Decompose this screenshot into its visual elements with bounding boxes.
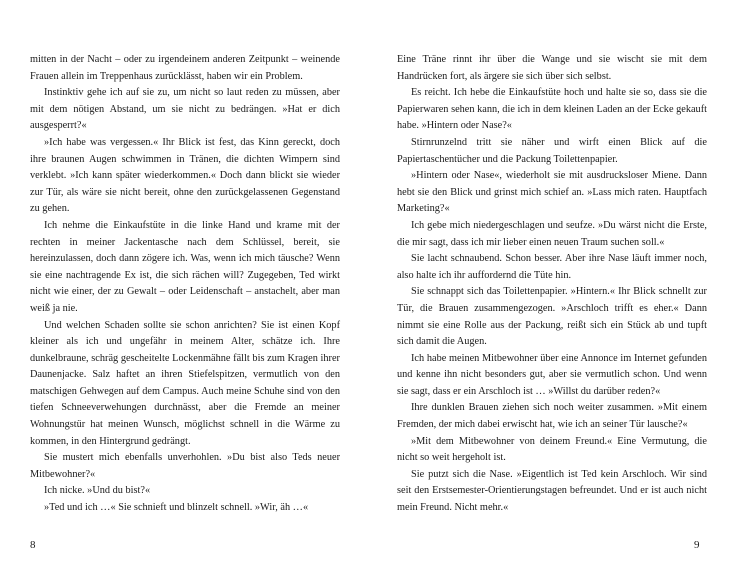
paragraph: Sie putzt sich die Nase. »Eigentlich ist Ted kein Arschloch. Wir sind seit den Erstsemester-Orientierungstagen befreundet. Und er ist auch nicht mein Freund. Nicht mehr.« (397, 468, 707, 514)
page-number-right: 9 (694, 539, 700, 551)
paragraph: Ich habe meinen Mitbewohner über eine Annonce im Internet gefunden und kenne ihn nicht besonders gut, aber sie vermutlich schon. Und wenn sie sagt, dass er ein Arschloch ist … »Willst du darüber reden?« (397, 352, 707, 397)
paragraph: Und welchen Schaden sollte sie schon anrichten? Sie ist einen Kopf kleiner als ich und ungefähr in meinem Alter, schätze ich. Ihre dunkelbraune, schräg gescheitelte Lockenmähne fällt bis zum Kragen ihrer Daunenjacke. Salz haftet an ihren Stiefelspitzen, vermutlich von den matschigen Gehwegen auf dem Campus. Auch meine Schuhe sind von den tiefen Schneeverwehungen durchnässt, aber die Fremde an meiner Wohnungstür hat meinen Wunsch, möglichst schnell in die Wärme zu kommen, in den Hintergrund gedrängt. (30, 319, 340, 447)
paragraph: mitten in der Nacht – oder zu irgendeinem anderen Zeitpunkt – weinende Frauen allein im Treppenhaus zurücklässt, haben wir ein Problem. (30, 54, 340, 82)
paragraph: Es reicht. Ich hebe die Einkaufstüte hoch und halte sie so, dass sie die Papierwaren sehen kann, die ich in dem kleinen Laden an der Ecke gekauft habe. »Hintern oder Nase?« (397, 87, 707, 132)
page-number-left: 8 (30, 539, 36, 551)
paragraph: Sie schnappt sich das Toilettenpapier. »Hintern.« Ihr Blick schnellt zur Tür, die Brauen zusammengezogen. »Arschloch trifft es eher.« Dann nimmt sie eine Rolle aus der Packung, reißt sich ein Stück ab und tupft sich damit die Augen. (397, 286, 707, 348)
paragraph: Ich nicke. »Und du bist?« (44, 485, 151, 497)
paragraph: Ich nehme die Einkaufstüte in die linke Hand und krame mit der rechten in meiner Jackentasche nach dem Schlüssel, bereit, sie hereinzulassen, doch dann zögere ich. Was, wenn ich mich täusche? Wenn sie eine nachtragende Ex ist, die sich rächen will? Zugegeben, Ted wirkt nicht wie einer, der zu Gewalt – oder Leidenschaft – anstachelt, aber man weiß ja nie. (30, 219, 340, 314)
paragraph: Stirnrunzelnd tritt sie näher und wirft einen Blick auf die Papiertaschentücher und die Packung Toilettenpapier. (397, 136, 707, 165)
paragraph: »Hintern oder Nase«, wiederholt sie mit ausdrucksloser Miene. Dann hebt sie den Blick und grinst mich schief an. »Lass mich raten. Hauptfach Marketing?« (397, 170, 707, 215)
left-page-text (30, 52, 340, 517)
right-page-text (397, 52, 707, 517)
paragraph: Sie mustert mich ebenfalls unverhohlen. »Du bist also Teds neuer Mitbewohner?« (30, 452, 340, 480)
paragraph: »Ich habe was vergessen.« Ihr Blick ist fest, das Kinn gereckt, doch ihre braunen Augen schwimmen in Tränen, die dichten Wimpern sind verklebt. »Ich kann später wiederkommen.« Doch dann blickt sie wieder zur Tür, als wäre sie nicht bereit, ohne den zurückgelassenen Gegenstand zu gehen. (30, 136, 340, 215)
paragraph: Sie lacht schnaubend. Schon besser. Aber ihre Nase läuft immer noch, also halte ich ihr auffordernd die Tüte hin. (397, 253, 707, 281)
paragraph: Ich gebe mich niedergeschlagen und seufze. »Du wärst nicht die Erste, die mir sagt, dass ich mir lieber einen neuen Traum suchen soll.« (397, 219, 707, 248)
paragraph: Instinktiv gehe ich auf sie zu, um nicht so laut reden zu müssen, aber mit dem nötigen Abstand, um sie nicht zu bedrängen. »Hat er dich ausgesperrt?« (30, 87, 340, 132)
paragraph: »Mit dem Mitbewohner von deinem Freund.« Eine Vermutung, die nicht so weit hergeholt ist. (397, 435, 707, 464)
paragraph: Ihre dunklen Brauen ziehen sich noch weiter zusammen. »Mit einem Fremden, der mich dabei erwischt hat, wie ich an seiner Tür lausche?« (397, 402, 707, 431)
paragraph: Eine Träne rinnt ihr über die Wange und sie wischt sie mit dem Handrücken fort, als ärgere sie sich über sich selbst. (397, 54, 707, 82)
paragraph: »Ted und ich …« Sie schnieft und blinzelt schnell. »Wir, äh …« (44, 502, 309, 514)
